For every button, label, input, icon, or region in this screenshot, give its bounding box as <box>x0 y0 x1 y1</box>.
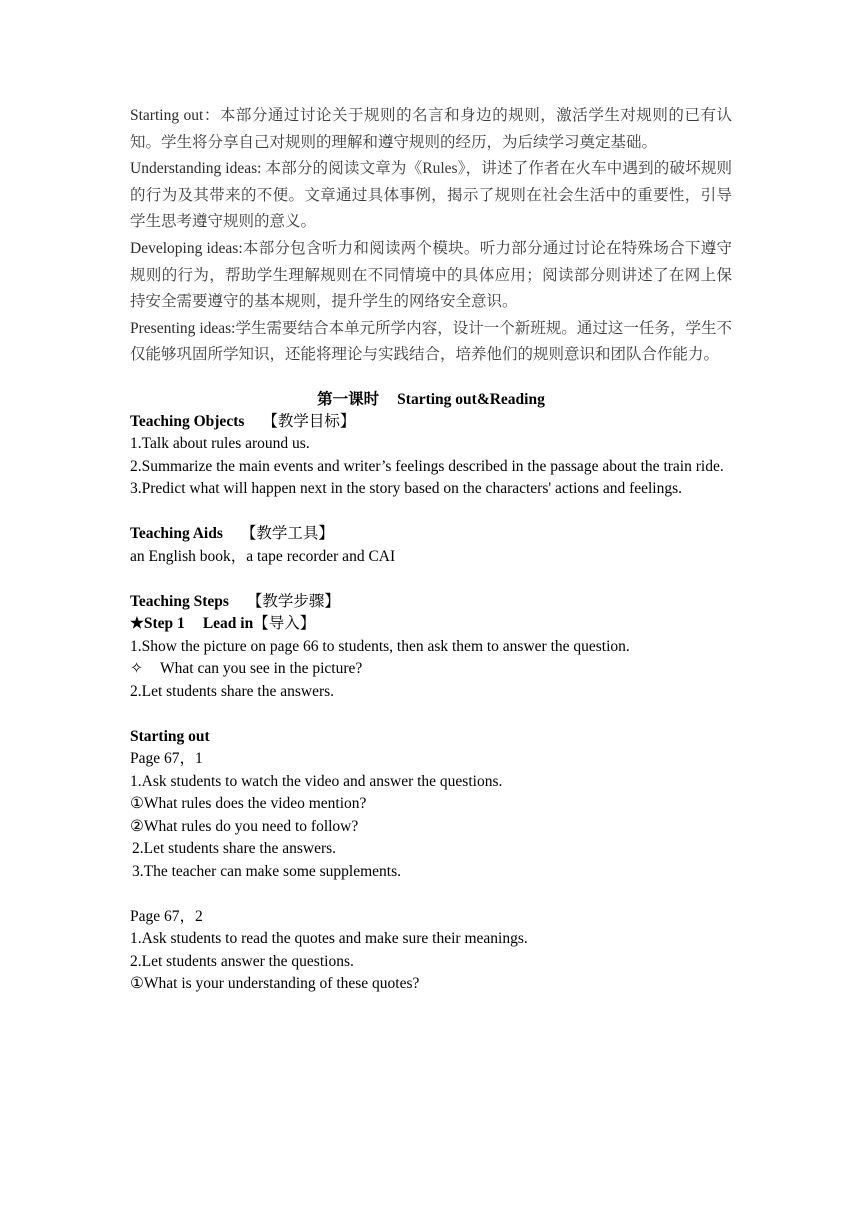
sparkle-bullet-icon: ✧ <box>130 660 143 678</box>
page-reference: Page 67，1 <box>130 750 203 768</box>
page-reference: Page 67，2 <box>130 907 203 925</box>
activity-item: ①What is your understanding of these quotes? <box>130 975 420 993</box>
activity-item: 3.The teacher can make some supplements. <box>132 862 401 880</box>
activity-item: 2.Let students answer the questions. <box>130 952 354 970</box>
step-question: ✧ What can you see in the picture? <box>130 658 732 681</box>
intro-paragraph-understanding-ideas: Understanding ideas: 本部分的阅读文章为《Rules》，讲述了作者在火车中遇到的破坏规则的行为及其带来的不便。文章通过具体事例，揭示了规则在社会生活中的重要性，引导学生思考遵守规则的意义。 <box>130 160 732 231</box>
intro-paragraph-starting-out: Starting out：本部分通过讨论关于规则的名言和身边的规则，激活学生对规则的已有认知。学生将分享自己对规则的理解和遵守规则的经历，为后续学习奠定基础。 <box>130 107 732 151</box>
objective-item: 2.Summarize the main events and writer’s feelings described in the passage about the train ride. <box>130 457 724 475</box>
teaching-aids-heading: Teaching Aids 【教学工具】 <box>130 525 334 543</box>
intro-paragraph-developing-ideas: Developing ideas:本部分包含听力和阅读两个模块。听力部分通过讨论在特殊场合下遵守规则的行为，帮助学生理解规则在不同情境中的具体应用；阅读部分则讲述了在网上保持安全需要遵守的基本规则，提升学生的网络安全意识。 <box>130 239 732 311</box>
activity-item: 1.Ask students to read the quotes and make sure their meanings. <box>130 930 528 948</box>
starting-out-heading: Starting out <box>130 727 210 745</box>
activity-item: ②What rules do you need to follow? <box>130 817 359 835</box>
lesson-title: 第一课时 Starting out&Reading <box>317 390 545 408</box>
teaching-steps-heading: Teaching Steps 【教学步骤】 <box>130 592 340 610</box>
objective-item: 3.Predict what will happen next in the story based on the characters' actions and feelings. <box>130 480 683 498</box>
activity-item: 2.Let students share the answers. <box>132 840 337 858</box>
objective-item: 1.Talk about rules around us. <box>130 435 310 453</box>
intro-paragraph-presenting-ideas: Presenting ideas:学生需要结合本单元所学内容，设计一个新班规。通过这一任务，学生不仅能够巩固所学知识，还能将理论与实践结合，培养他们的规则意识和团队合作能力。 <box>130 319 732 364</box>
step-item: 1.Show the picture on page 66 to students, then ask them to answer the question. <box>130 637 630 655</box>
activity-item: ①What rules does the video mention? <box>130 795 367 813</box>
document-page <box>130 103 732 996</box>
step-item: 2.Let students share the answers. <box>130 682 335 700</box>
teaching-objects-heading: Teaching Objects 【教学目标】 <box>130 412 356 430</box>
teaching-aids-text: an English book，a tape recorder and CAI <box>130 547 396 565</box>
activity-item: 1.Ask students to watch the video and answer the questions. <box>130 772 503 790</box>
step1-heading: ★Step 1 Lead in【导入】 <box>130 615 316 633</box>
